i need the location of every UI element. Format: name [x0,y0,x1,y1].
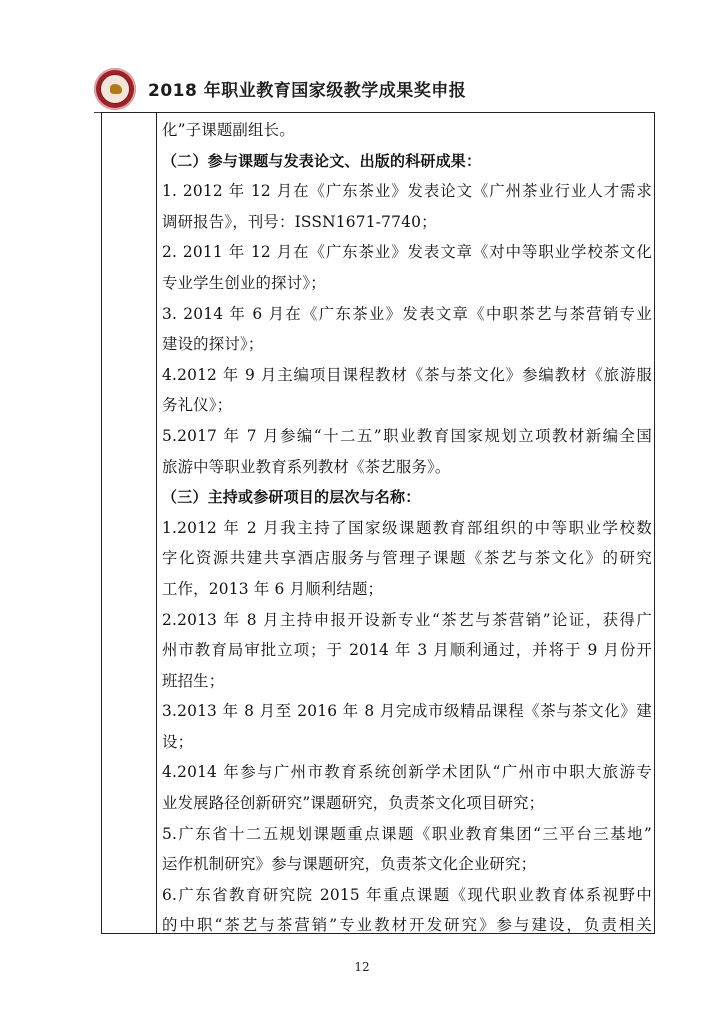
table-column-divider [156,113,157,933]
page-number: 12 [354,960,370,974]
section-heading: （二）参与课题与发表论文、出版的科研成果： [162,151,482,170]
text-line: 4.2014 年参与广州市教育系统创新学术团队“广州市中职大旅游专 [162,763,652,782]
text-line: 5.2017 年 7 月参编“十二五”职业教育国家规划立项教材新编全国 [162,426,652,445]
text-line: 旅游中等职业教育系列教材《茶艺服务》。 [162,457,451,476]
text-line: 2.2013 年 8 月主持申报开设新专业“茶艺与茶营销”论证，获得广 [162,610,652,629]
text-line: 3.2013 年 8 月至 2016 年 8 月完成市级精品课程《茶与茶文化》建 [162,702,652,721]
text-line: 调研报告》，刊号：ISSN1671-7740； [162,212,437,231]
text-line: 字化资源共建共享酒店服务与管理子课题《茶艺与茶文化》的研究 [162,549,652,568]
text-line: 2. 2011 年 12 月在《广东茶业》发表文章《对中等职业学校茶文化 [162,243,652,262]
section-heading: （三）主持或参研项目的层次与名称： [162,488,421,507]
text-line: 专业学生创业的探讨》； [162,273,326,292]
text-line: 班招生； [162,671,225,690]
text-line: 州市教育局审批立项；于 2014 年 3 月顺利通过，并将于 9 月份开 [162,641,652,660]
horse-emblem-icon [110,84,122,94]
emblem-inner-ring [100,74,130,104]
text-line: 化”子课题副组长。 [162,121,295,139]
text-line: 1. 2012 年 12 月在《广东茶业》发表论文《广州茶业行业人才需求 [162,182,652,201]
text-line: 设； [162,732,194,751]
header-title: 2018 年职业教育国家级教学成果奖申报 [148,81,467,101]
text-line: 6.广东省教育研究院 2015 年重点课题《现代职业教育体系视野中 [162,885,652,904]
text-line: 5.广东省十二五规划课题重点课题《职业教育集团“三平台三基地” [162,824,652,843]
text-line: 运作机制研究》参与课题研究，负责茶文化企业研究； [162,855,537,874]
text-line: 建设的探讨》； [162,335,264,354]
text-line: 工作，2013 年 6 月顺利结题； [162,579,384,598]
text-line: 3. 2014 年 6 月在《广东茶业》发表文章《中职茶艺与茶营销专业 [162,304,652,323]
content-table [101,112,655,934]
text-line: 1.2012 年 2 月我主持了国家级课题教育部组织的中等职业学校数 [162,518,652,537]
page-header [94,68,654,112]
text-line: 业发展路径创新研究”课题研究，负责茶文化项目研究； [162,794,545,813]
school-emblem-icon [94,68,136,110]
text-line: 务礼仪》； [162,396,233,415]
text-line: 的中职“茶艺与茶营销”专业教材开发研究》参与建设，负责相关 [162,916,652,935]
text-line: 4.2012 年 9 月主编项目课程教材《茶与茶文化》参编教材《旅游服 [162,365,652,384]
table-content-cell [162,115,652,941]
